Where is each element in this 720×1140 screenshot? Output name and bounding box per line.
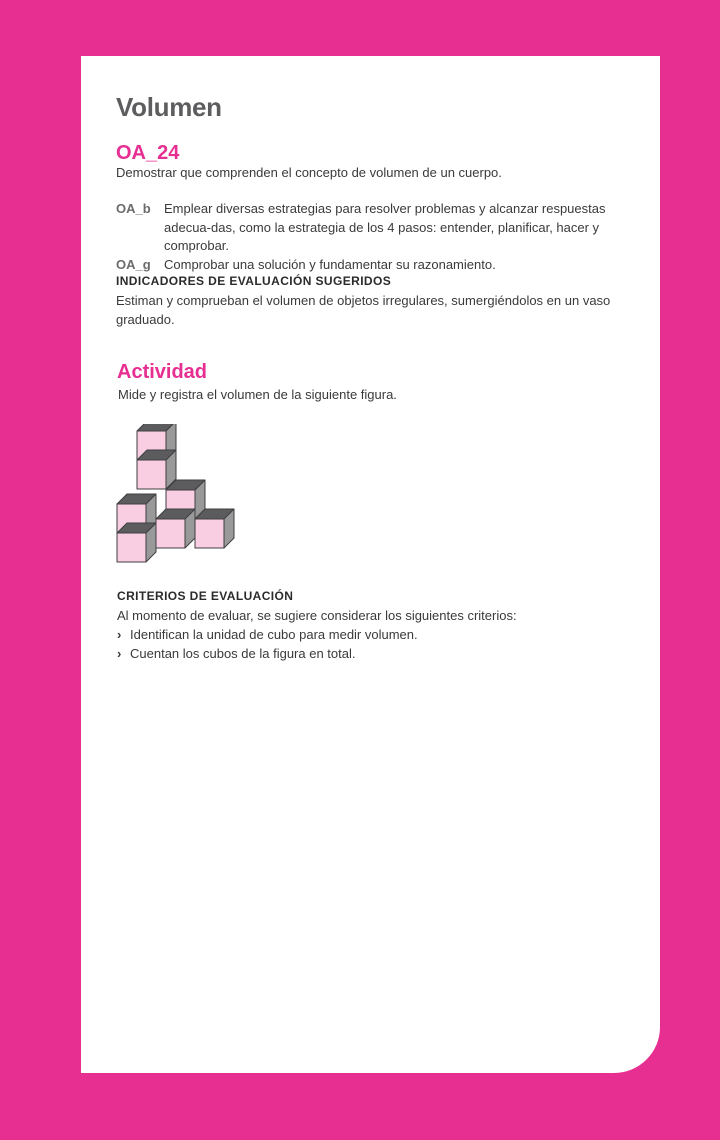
chevron-right-icon: › [117,627,122,642]
criteria-heading: CRITERIOS DE EVALUACIÓN [117,589,294,603]
cube-front-face [156,519,185,548]
cube [137,450,176,489]
indicators-heading: INDICADORES DE EVALUACIÓN SUGERIDOS [116,274,392,288]
cube [156,509,195,548]
objective-description: Demostrar que comprenden el concepto de volumen de un cuerpo. [116,165,502,180]
skill-text: Comprobar una solución y fundamentar su razonamiento. [164,256,496,272]
criteria-item [117,625,418,644]
cube-front-face [117,533,146,562]
cube-front-face [137,460,166,489]
indicators-text: Estiman y comprueban el volumen de objetos irregulares, sumergiéndolos en un vaso graduado. [116,293,611,327]
content-page [81,56,660,1073]
activity-instruction: Mide y registra el volumen de la siguiente figura. [118,387,397,402]
skills-list [116,200,631,274]
criteria-item [117,644,418,663]
cube [195,509,234,548]
criteria-intro: Al momento de evaluar, se sugiere considerar los siguientes criterios: [117,608,517,623]
objective-code: OA_24 [116,142,180,164]
criteria-item-text: Cuentan los cubos de la figura en total. [130,646,356,661]
cube-figure [116,424,246,570]
skill-text: Emplear diversas estrategias para resolver problemas y alcanzar respuestas adecua-das, como la estrategia de los 4 pasos: entender, planificar, hacer y comprobar. [164,201,606,253]
criteria-list [117,625,418,663]
skill-item [116,200,631,256]
criteria-item-text: Identifican la unidad de cubo para medir volumen. [130,627,418,642]
chevron-right-icon: › [117,646,122,661]
skill-code: OA_g [116,256,151,272]
activity-heading: Actividad [117,361,208,383]
skill-code: OA_b [116,201,151,216]
cube-front-face [195,519,224,548]
skill-item [116,256,631,275]
page-title: Volumen [116,92,222,122]
cube [117,523,156,562]
